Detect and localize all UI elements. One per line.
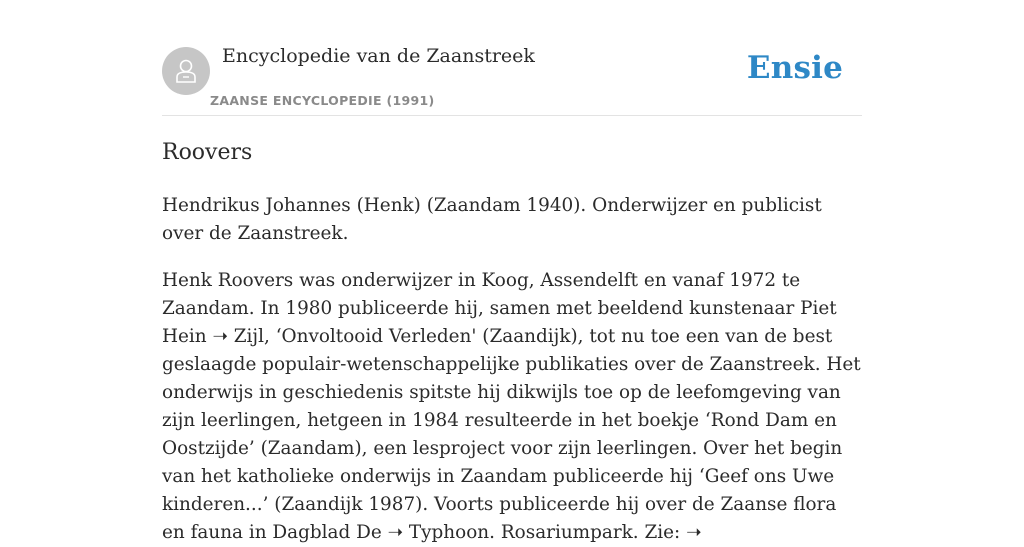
- body-text: , ‘Onvoltooid Verleden' (Zaandijk), tot nu toe een van de best geslaagde populair-wetenschappelijke publikaties over de Zaanstreek. Het onderwijs in geschiedenis spitste hij dikwijls toe op de leefomgeving van zijn leerlingen, hetgeen in 1984 resulteerde in het boekje ‘Rond Dam en Oostzijde’ (Zaandam), een lesproject voor zijn leerlingen. Over het begin van het katholieke onderwijs in Zaandam publiceerde hij ‘Geef ons Uwe kinderen...’ (Zaandijk 1987). Voorts publiceerde hij over de Zaanse flora en fauna in Dagblad De: [162, 326, 861, 543]
- user-icon: [171, 56, 201, 86]
- cross-reference-link-zijl[interactable]: ➝ Zijl: [212, 326, 264, 347]
- source-header: [162, 0, 862, 116]
- entry-intro-paragraph: Hendrikus Johannes (Henk) (Zaandam 1940). Onderwijzer en publicist over de Zaanstreek.: [162, 195, 822, 244]
- avatar[interactable]: [162, 47, 210, 95]
- source-subtitle: ZAANSE ENCYCLOPEDIE (1991): [210, 93, 435, 108]
- source-title-link[interactable]: Encyclopedie van de Zaanstreek: [222, 45, 535, 67]
- entry-body-paragraph: [162, 267, 862, 547]
- body-text: . Rosariumpark. Zie:: [489, 522, 687, 543]
- ensie-logo[interactable]: Ensie: [746, 50, 843, 86]
- cross-reference-link-typhoon[interactable]: ➝ Typhoon: [387, 522, 490, 543]
- cross-reference-link[interactable]: ➝: [686, 522, 702, 543]
- body-text: Henk Roovers was onderwijzer in Koog, Assendelft en vanaf 1972 te Zaandam. In 1980 publiceerde hij, samen met beeldend kunstenaar Piet Hein: [162, 270, 837, 347]
- article-container: [162, 0, 862, 543]
- page-title: Roovers: [162, 140, 253, 165]
